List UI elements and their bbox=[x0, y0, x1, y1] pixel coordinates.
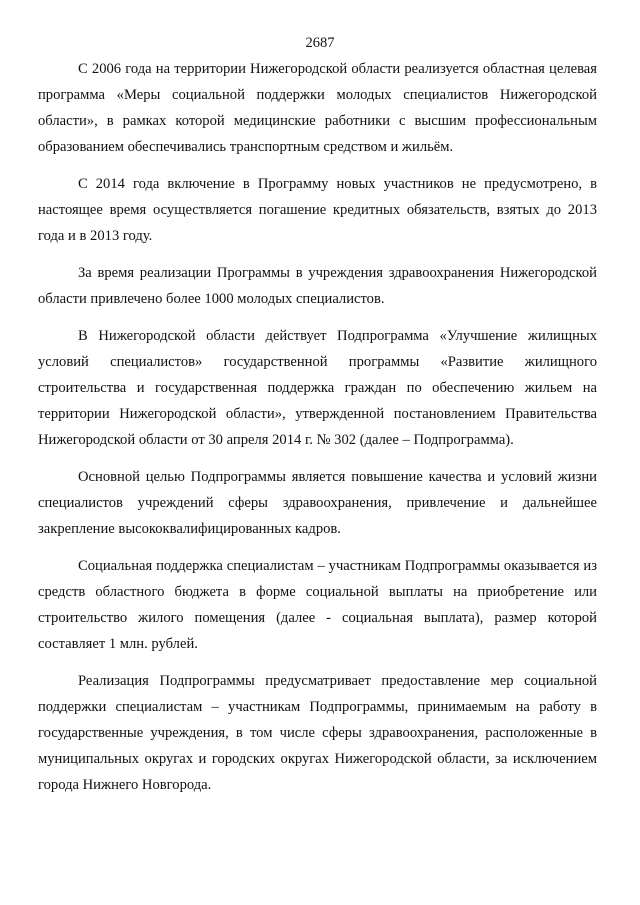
paragraph-subprogram-goal: Основной целью Подпрограммы является повышение качества и условий жизни специалистов учреждений сферы здравоохранения, привлечение и дальнейшее закрепление высококвалифицированных кадров. bbox=[38, 469, 597, 537]
paragraph-subprogram-scope: Реализация Подпрограммы предусматривает предоставление мер социальной поддержки специалистам – участникам Подпрограммы, принимаемым на работу в государственные учреждения, в том числе сферы здравоохранения, расположенные в муниципальных округах и городских округах Нижегородской области, за исключением города Нижнего Новгорода. bbox=[38, 673, 597, 793]
document-body bbox=[38, 56, 597, 809]
paragraph-program-closure: С 2014 года включение в Программу новых участников не предусмотрено, в настоящее время осуществляется погашение кредитных обязательств, взятых до 2013 года и в 2013 году. bbox=[38, 176, 597, 244]
paragraph-social-payment: Социальная поддержка специалистам – участникам Подпрограммы оказывается из средств областного бюджета в форме социальной выплаты на приобретение или строительство жилого помещения (далее - социальная выплата), размер которой составляет 1 млн. рублей. bbox=[38, 558, 597, 652]
paragraph-program-history: С 2006 года на территории Нижегородской области реализуется областная целевая программа «Меры социальной поддержки молодых специалистов Нижегородской области», в рамках которой медицинские работники с высшим профессиональным образованием обеспечивались транспортным средством и жильём. bbox=[38, 61, 597, 155]
paragraph-subprogram-intro: В Нижегородской области действует Подпрограмма «Улучшение жилищных условий специалистов» государственной программы «Развитие жилищного строительства и государственная поддержка граждан по обеспечению жильем на территории Нижегородской области», утвержденной постановлением Правительства Нижегородской области от 30 апреля 2014 г. № 302 (далее – Подпрограмма). bbox=[38, 328, 597, 448]
page-number: 2687 bbox=[305, 35, 335, 51]
paragraph-program-results: За время реализации Программы в учреждения здравоохранения Нижегородской области привлечено более 1000 молодых специалистов. bbox=[38, 265, 597, 307]
